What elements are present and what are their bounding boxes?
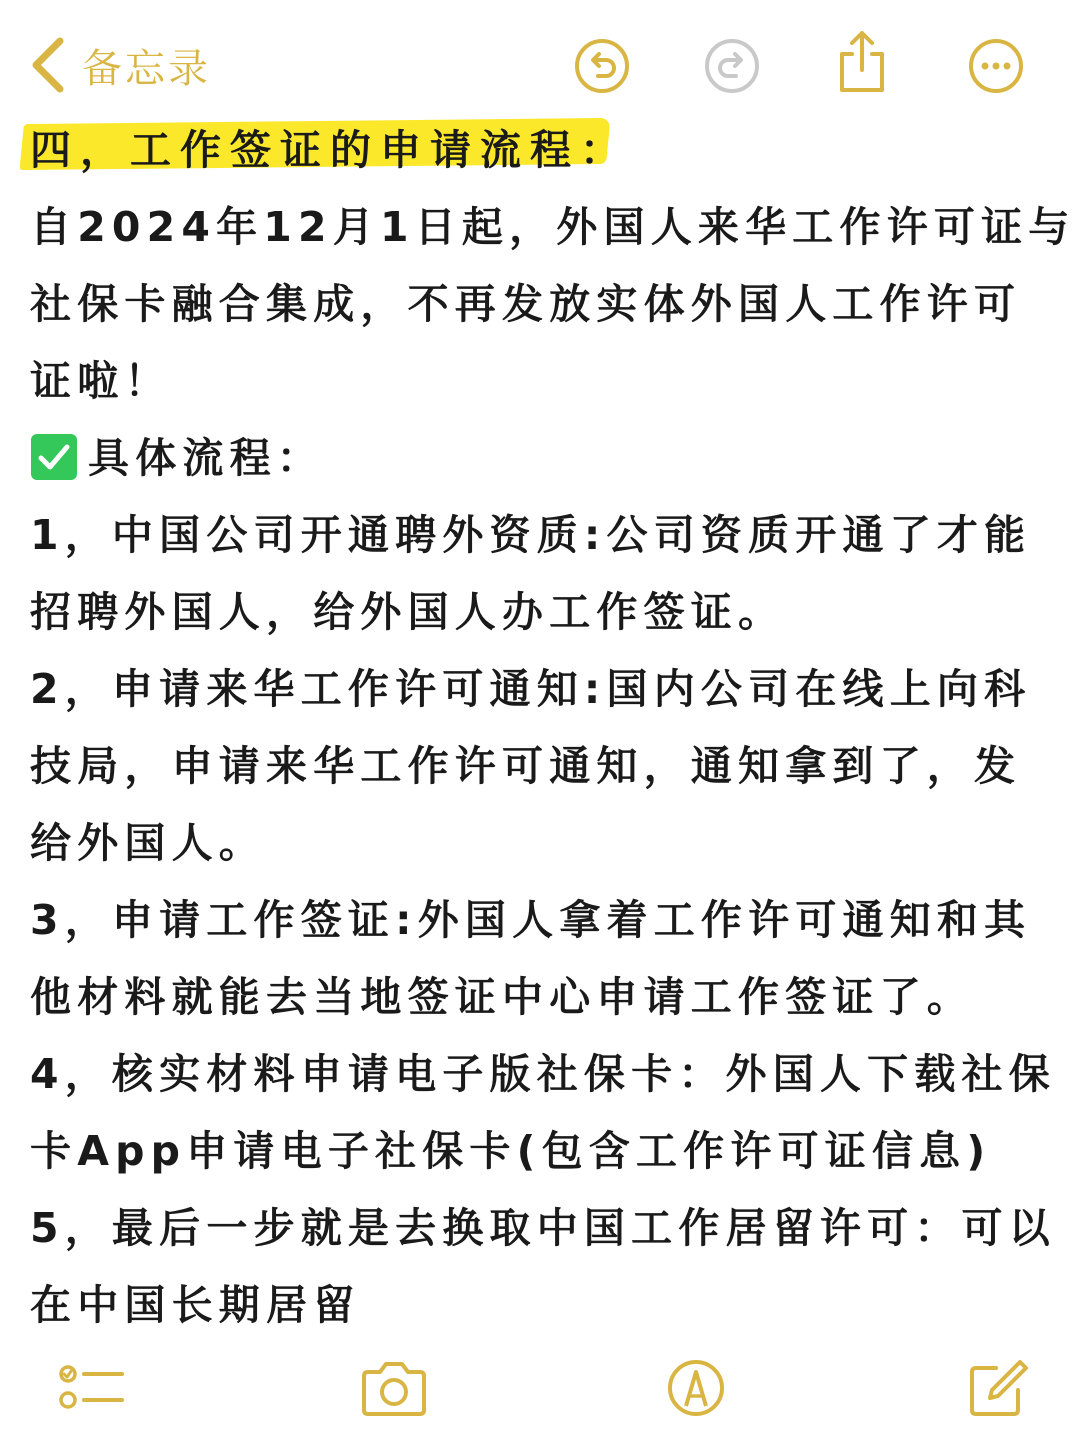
compose-button[interactable] bbox=[962, 1356, 1034, 1420]
steps-title-line bbox=[30, 420, 1070, 497]
step-line: 卡App申请电子社保卡(包含工作许可证信息) bbox=[30, 1127, 992, 1175]
more-icon bbox=[966, 36, 1026, 96]
steps-title: 具体流程： bbox=[88, 434, 324, 482]
share-icon bbox=[832, 28, 892, 96]
redo-button[interactable] bbox=[702, 36, 762, 96]
step-line: 技局，申请来华工作许可通知，通知拿到了，发 bbox=[30, 742, 1022, 790]
checklist-button[interactable] bbox=[56, 1356, 128, 1420]
back-button[interactable] bbox=[28, 32, 211, 98]
camera-button[interactable] bbox=[358, 1356, 430, 1420]
note-line: 自2024年12月1日起，外国人来华工作许可证与 bbox=[30, 203, 1076, 251]
step-line: 在中国长期居留 bbox=[30, 1281, 361, 1329]
markup-pen-icon bbox=[660, 1356, 732, 1420]
note-line: 社保卡融合集成，不再发放实体外国人工作许可 bbox=[30, 280, 1022, 328]
step-line: 2，申请来华工作许可通知:国内公司在线上向科 bbox=[30, 665, 1032, 713]
highlighted-heading bbox=[30, 112, 630, 189]
note-heading: 四，工作签证的申请流程： bbox=[30, 126, 630, 174]
checklist-icon bbox=[56, 1356, 128, 1420]
navigation-bar bbox=[0, 0, 1080, 120]
undo-icon bbox=[572, 36, 632, 96]
note-line: 证啦！ bbox=[30, 357, 172, 405]
share-button[interactable] bbox=[832, 28, 892, 96]
step-line: 5，最后一步就是去换取中国工作居留许可：可以 bbox=[30, 1204, 1056, 1252]
step-line: 给外国人。 bbox=[30, 819, 266, 867]
step-line: 3，申请工作签证:外国人拿着工作许可通知和其 bbox=[30, 896, 1032, 944]
note-body[interactable] bbox=[30, 112, 1076, 1344]
step-line: 4，核实材料申请电子版社保卡：外国人下载社保 bbox=[30, 1050, 1056, 1098]
step-line: 招聘外国人，给外国人办工作签证。 bbox=[30, 588, 786, 636]
note-heading-line bbox=[30, 112, 1070, 189]
check-box-icon bbox=[30, 433, 78, 481]
chevron-left-icon bbox=[28, 35, 68, 95]
step-line: 他材料就能去当地签证中心申请工作签证了。 bbox=[30, 973, 974, 1021]
compose-icon bbox=[962, 1356, 1034, 1420]
undo-button[interactable] bbox=[572, 36, 632, 96]
back-label: 备忘录 bbox=[82, 45, 211, 92]
step-line: 1，中国公司开通聘外资质:公司资质开通了才能 bbox=[30, 511, 1032, 559]
redo-icon bbox=[702, 36, 762, 96]
camera-icon bbox=[358, 1356, 430, 1420]
more-button[interactable] bbox=[966, 36, 1026, 96]
markup-button[interactable] bbox=[660, 1356, 732, 1420]
